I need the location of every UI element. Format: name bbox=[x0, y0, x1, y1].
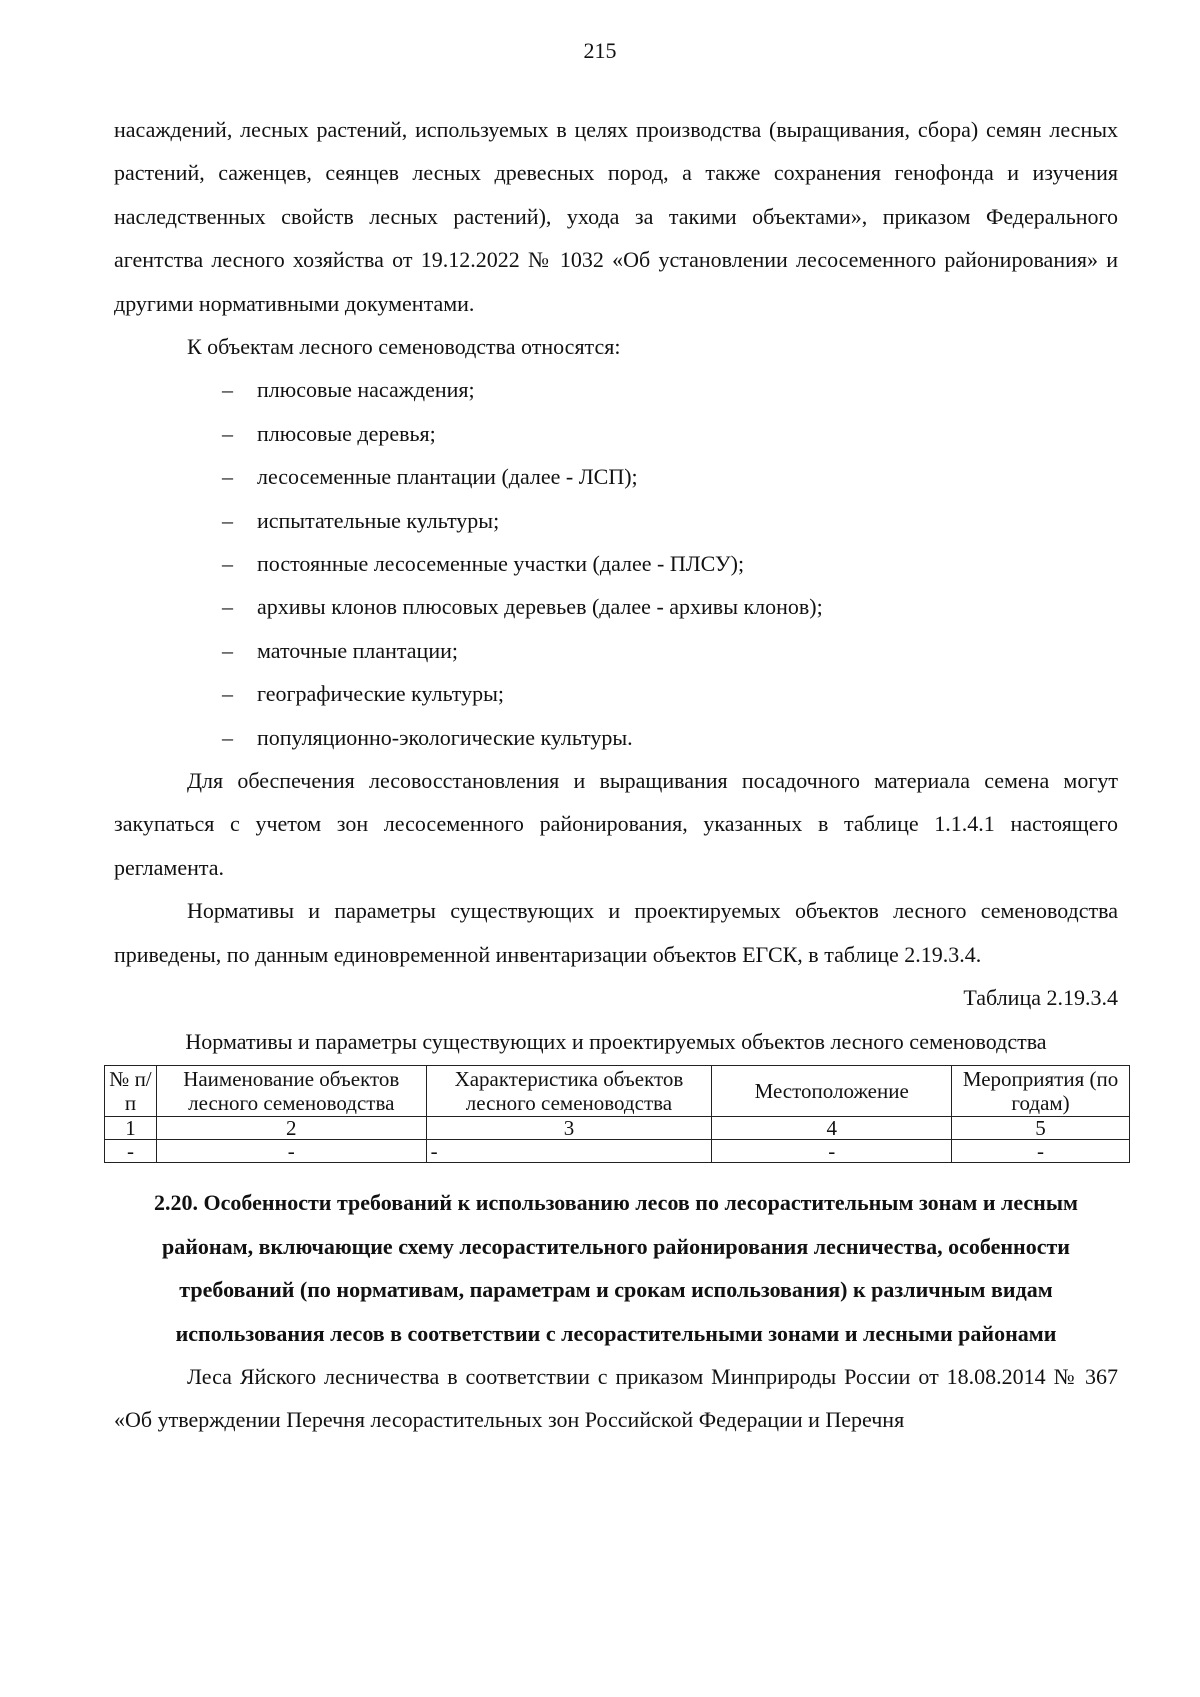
dash-bullet: – bbox=[222, 551, 233, 576]
table-title: Нормативы и параметры существующих и проектируемых объектов лесного семеноводства bbox=[185, 1029, 1047, 1055]
dash-bullet: – bbox=[222, 377, 233, 403]
page-number: 215 bbox=[583, 38, 617, 63]
dash-bullet: – bbox=[222, 724, 233, 750]
list-item-text: плюсовые насаждения; bbox=[257, 377, 475, 403]
paragraph-2: Для обеспечения лесовосстановления и выращивания посадочного материала семена могут закупаться с учетом зон лесосеменного районирования, указанных в таблице 1.1.4.1 настоящего регламента. bbox=[114, 767, 1118, 880]
paragraph-4: Леса Яйского лесничества в соответствии с приказом Минприроды России от 18.08.2014 № 367 «Об утверждении Перечня лесорастительных зон Российской Федерации и Перечня bbox=[114, 1364, 1118, 1433]
table-row bbox=[105, 1140, 1130, 1163]
table-cell: 5 bbox=[952, 1117, 1130, 1140]
seed-objects-table bbox=[104, 1065, 1130, 1163]
table-header-row bbox=[105, 1066, 1130, 1117]
table-number-row bbox=[105, 1117, 1130, 1140]
list-item-text: постоянные лесосеменные участки (далее - ПЛСУ); bbox=[257, 551, 745, 576]
list-item-text: популяционно-экологические культуры. bbox=[257, 724, 633, 750]
list-item bbox=[114, 629, 1118, 672]
table-cell: 1 bbox=[105, 1117, 157, 1140]
dash-bullet: – bbox=[222, 507, 233, 533]
list-item-text: географические культуры; bbox=[257, 681, 504, 707]
section-heading: 2.20. Особенности требований к использованию лесов по лесорастительным зонам и лесным районам, включающие схему лесорастительного районирования лесничества, особенности требований (по нормативам, параметрам и срокам использования) к различным видам использования лесов в соответствии с лесорастительными зонами и лесными районами bbox=[154, 1190, 1078, 1346]
list-item-text: испытательные культуры; bbox=[257, 507, 500, 533]
list-item bbox=[114, 368, 1118, 411]
header-cell: Наименование объектов лесного семеноводства bbox=[156, 1066, 426, 1117]
dash-bullet: – bbox=[222, 637, 233, 663]
table-cell: - bbox=[952, 1140, 1130, 1163]
paragraph-3: Нормативы и параметры существующих и проектируемых объектов лесного семеноводства приведены, по данным единовременной инвентаризации объектов ЕГСК, в таблице 2.19.3.4. bbox=[114, 898, 1118, 967]
header-cell: Характеристика объектов лесного семеноводства bbox=[426, 1066, 712, 1117]
page-content bbox=[109, 108, 1119, 1442]
seed-objects-list bbox=[114, 368, 1118, 759]
list-item-text: архивы клонов плюсовых деревьев (далее - архивы клонов); bbox=[257, 594, 823, 620]
dash-bullet: – bbox=[222, 420, 233, 446]
table-cell: 2 bbox=[156, 1117, 426, 1140]
header-cell: Мероприятия (по годам) bbox=[952, 1066, 1130, 1117]
list-item bbox=[114, 542, 1118, 585]
list-item bbox=[114, 672, 1118, 715]
list-item bbox=[114, 412, 1118, 455]
paragraph-1: насаждений, лесных растений, используемых в целях производства (выращивания, сбора) семян лесных растений, саженцев, сеянцев лесных древесных пород, а также сохранения генофонда и изучения наследственных свойств лесных растений), ухода за такими объектами», приказом Федерального агентства лесного хозяйства от 19.12.2022 № 1032 «Об установлении лесосеменного районирования» и другими нормативными документами. bbox=[114, 117, 1118, 316]
table-cell: - bbox=[156, 1140, 426, 1163]
dash-bullet: – bbox=[222, 464, 233, 490]
table-caption: Таблица 2.19.3.4 bbox=[963, 984, 1118, 1010]
list-item-text: лесосеменные плантации (далее - ЛСП); bbox=[257, 464, 638, 490]
list-item bbox=[114, 585, 1118, 628]
header-cell: Местоположение bbox=[712, 1066, 952, 1117]
table-cell: 3 bbox=[426, 1117, 712, 1140]
dash-bullet: – bbox=[222, 681, 233, 707]
header-cell: № п/п bbox=[105, 1066, 157, 1117]
list-item-text: плюсовые деревья; bbox=[257, 420, 436, 446]
table-cell: - bbox=[712, 1140, 952, 1163]
list-item bbox=[114, 455, 1118, 498]
list-item-text: маточные плантации; bbox=[257, 637, 458, 663]
table-cell: - bbox=[105, 1140, 157, 1163]
table-cell: 4 bbox=[712, 1117, 952, 1140]
table-cell: - bbox=[426, 1140, 712, 1163]
dash-bullet: – bbox=[222, 594, 233, 620]
list-item bbox=[114, 499, 1118, 542]
list-intro: К объектам лесного семеноводства относятся: bbox=[187, 334, 621, 360]
list-item bbox=[114, 716, 1118, 759]
